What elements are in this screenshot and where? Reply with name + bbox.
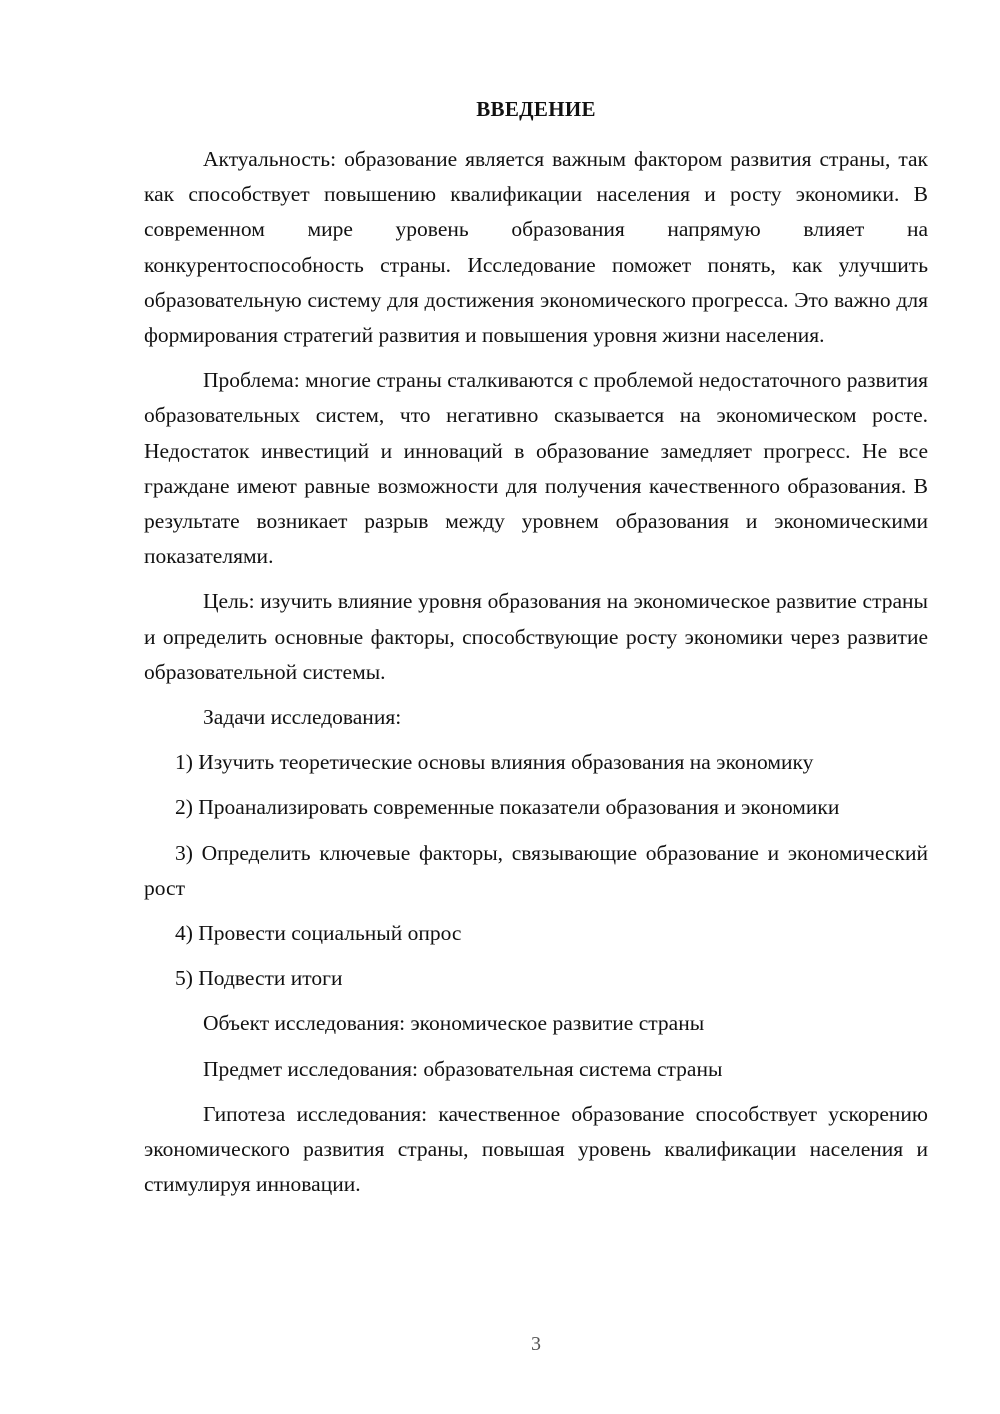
paragraph-relevance: Актуальность: образование является важным фактором развития страны, так как способствует повышению квалификации населения и росту экономики. В современном мире уровень образования напрямую влияет на конкурентоспособность страны. Исследование поможет понять, как улучшить образовательную систему для достижения экономического прогресса. Это важно для формирования стратегий развития и повышения уровня жизни населения.: [144, 147, 928, 348]
page-number: 3: [531, 1333, 541, 1355]
paragraph-subject: Предмет исследования: образовательная система страны: [203, 1056, 723, 1081]
tasks-list: [144, 745, 928, 996]
paragraph-tasks-title: Задачи исследования:: [203, 705, 402, 730]
task-item: 3) Определить ключевые факторы, связывающие образование и экономический рост: [144, 840, 928, 900]
paragraph-object: Объект исследования: экономическое развитие страны: [203, 1011, 705, 1036]
paragraph-hypothesis: Гипотеза исследования: качественное образование способствует ускорению экономического развития страны, повышая уровень квалификации населения и стимулируя инновации.: [144, 1101, 928, 1197]
task-item: 5) Подвести итоги: [175, 966, 343, 991]
paragraph-goal: Цель: изучить влияние уровня образования на экономическое развитие страны и определить основные факторы, способствующие росту экономики через развитие образовательной системы.: [144, 589, 928, 684]
paragraph-problem: Проблема: многие страны сталкиваются с проблемой недостаточного развития образовательных систем, что негативно сказывается на экономическом росте. Недостаток инвестиций и инноваций в образование замедляет прогресс. Не все граждане имеют равные возможности для получения качественного образования. В результате возникает разрыв между уровнем образования и экономическими показателями.: [144, 368, 928, 569]
task-item: 1) Изучить теоретические основы влияния образования на экономику: [175, 750, 814, 775]
task-item: 2) Проанализировать современные показатели образования и экономики: [175, 795, 840, 820]
task-item: 4) Провести социальный опрос: [175, 921, 462, 946]
document-body: [144, 142, 928, 1202]
page-title: ВВЕДЕНИЕ: [476, 97, 596, 121]
